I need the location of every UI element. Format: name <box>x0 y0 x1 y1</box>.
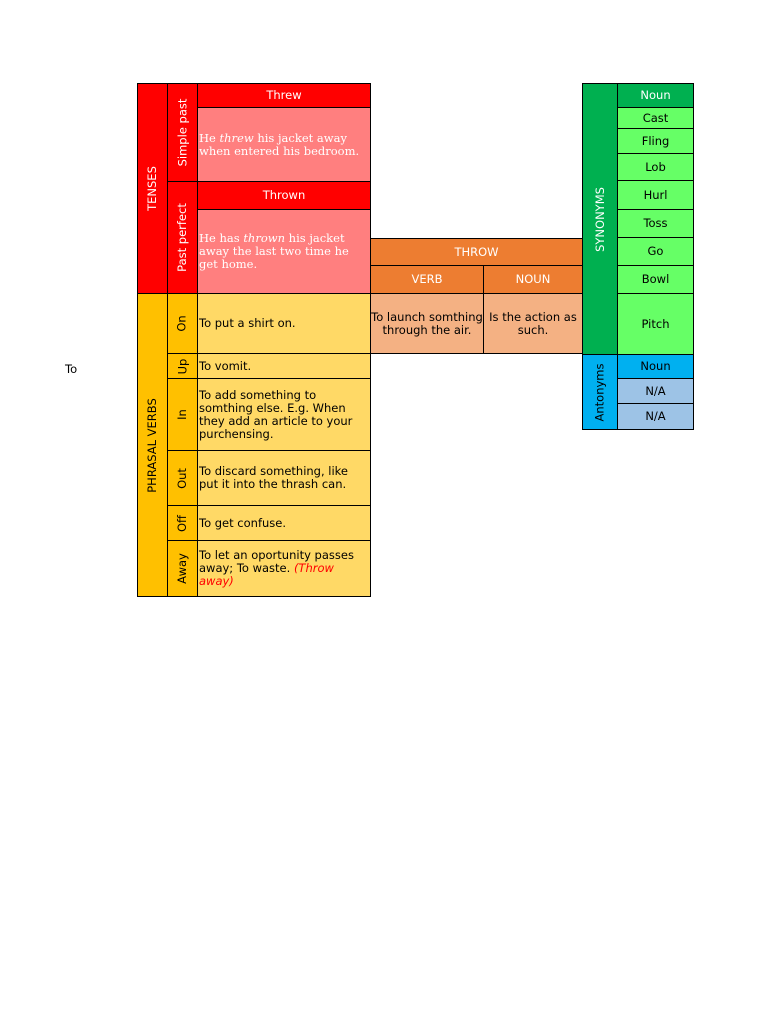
past-perfect-example: He has thrown his jacket away the last two time he get home. <box>197 209 371 294</box>
antonyms-header: Noun <box>617 354 694 379</box>
simple-past-form: Threw <box>197 83 371 108</box>
synonyms-group-label: SYNONYMS <box>582 83 618 355</box>
meaning-off: To get confuse. <box>197 505 371 541</box>
throw-word: THROW <box>370 238 583 266</box>
simple-past-example: He threw his jacket away when entered his bedroom. <box>197 107 371 182</box>
meaning-out: To discard something, like put it into the thrash can. <box>197 450 371 506</box>
meaning-in: To add something to somthing else. E.g. When they add an article to your purchensing. <box>197 378 371 451</box>
past-perfect-label: Past perfect <box>167 181 198 294</box>
noun-definition: Is the action as such. <box>483 293 583 354</box>
past-perfect-form: Thrown <box>197 181 371 210</box>
tenses-group-label: TENSES <box>137 83 168 294</box>
side-label: To <box>65 361 78 376</box>
phrasal-verbs-group-label: PHRASAL VERBS <box>137 293 168 597</box>
particle-away: Away <box>167 540 198 597</box>
synonym-item: Cast <box>617 107 694 129</box>
synonym-item: Bowl <box>617 265 694 294</box>
verb-definition: To launch somthing through the air. <box>370 293 484 354</box>
particle-up: Up <box>167 353 198 379</box>
antonym-item: N/A <box>617 403 694 430</box>
particle-off: Off <box>167 505 198 541</box>
noun-label: NOUN <box>483 265 583 294</box>
verb-label: VERB <box>370 265 484 294</box>
antonyms-group-label: Antonyms <box>582 354 618 430</box>
meaning-up: To vomit. <box>197 353 371 379</box>
synonym-item: Fling <box>617 128 694 154</box>
synonym-item: Toss <box>617 209 694 238</box>
synonym-item: Pitch <box>617 293 694 355</box>
particle-in: In <box>167 378 198 451</box>
simple-past-label: Simple past <box>167 83 198 182</box>
synonyms-header: Noun <box>617 83 694 108</box>
particle-out: Out <box>167 450 198 506</box>
particle-on: On <box>167 293 198 354</box>
meaning-on: To put a shirt on. <box>197 293 371 354</box>
antonym-item: N/A <box>617 378 694 404</box>
meaning-away: To let an oportunity passes away; To waste. (Throw away) <box>197 540 371 597</box>
synonym-item: Hurl <box>617 180 694 210</box>
synonym-item: Lob <box>617 153 694 181</box>
synonym-item: Go <box>617 237 694 266</box>
